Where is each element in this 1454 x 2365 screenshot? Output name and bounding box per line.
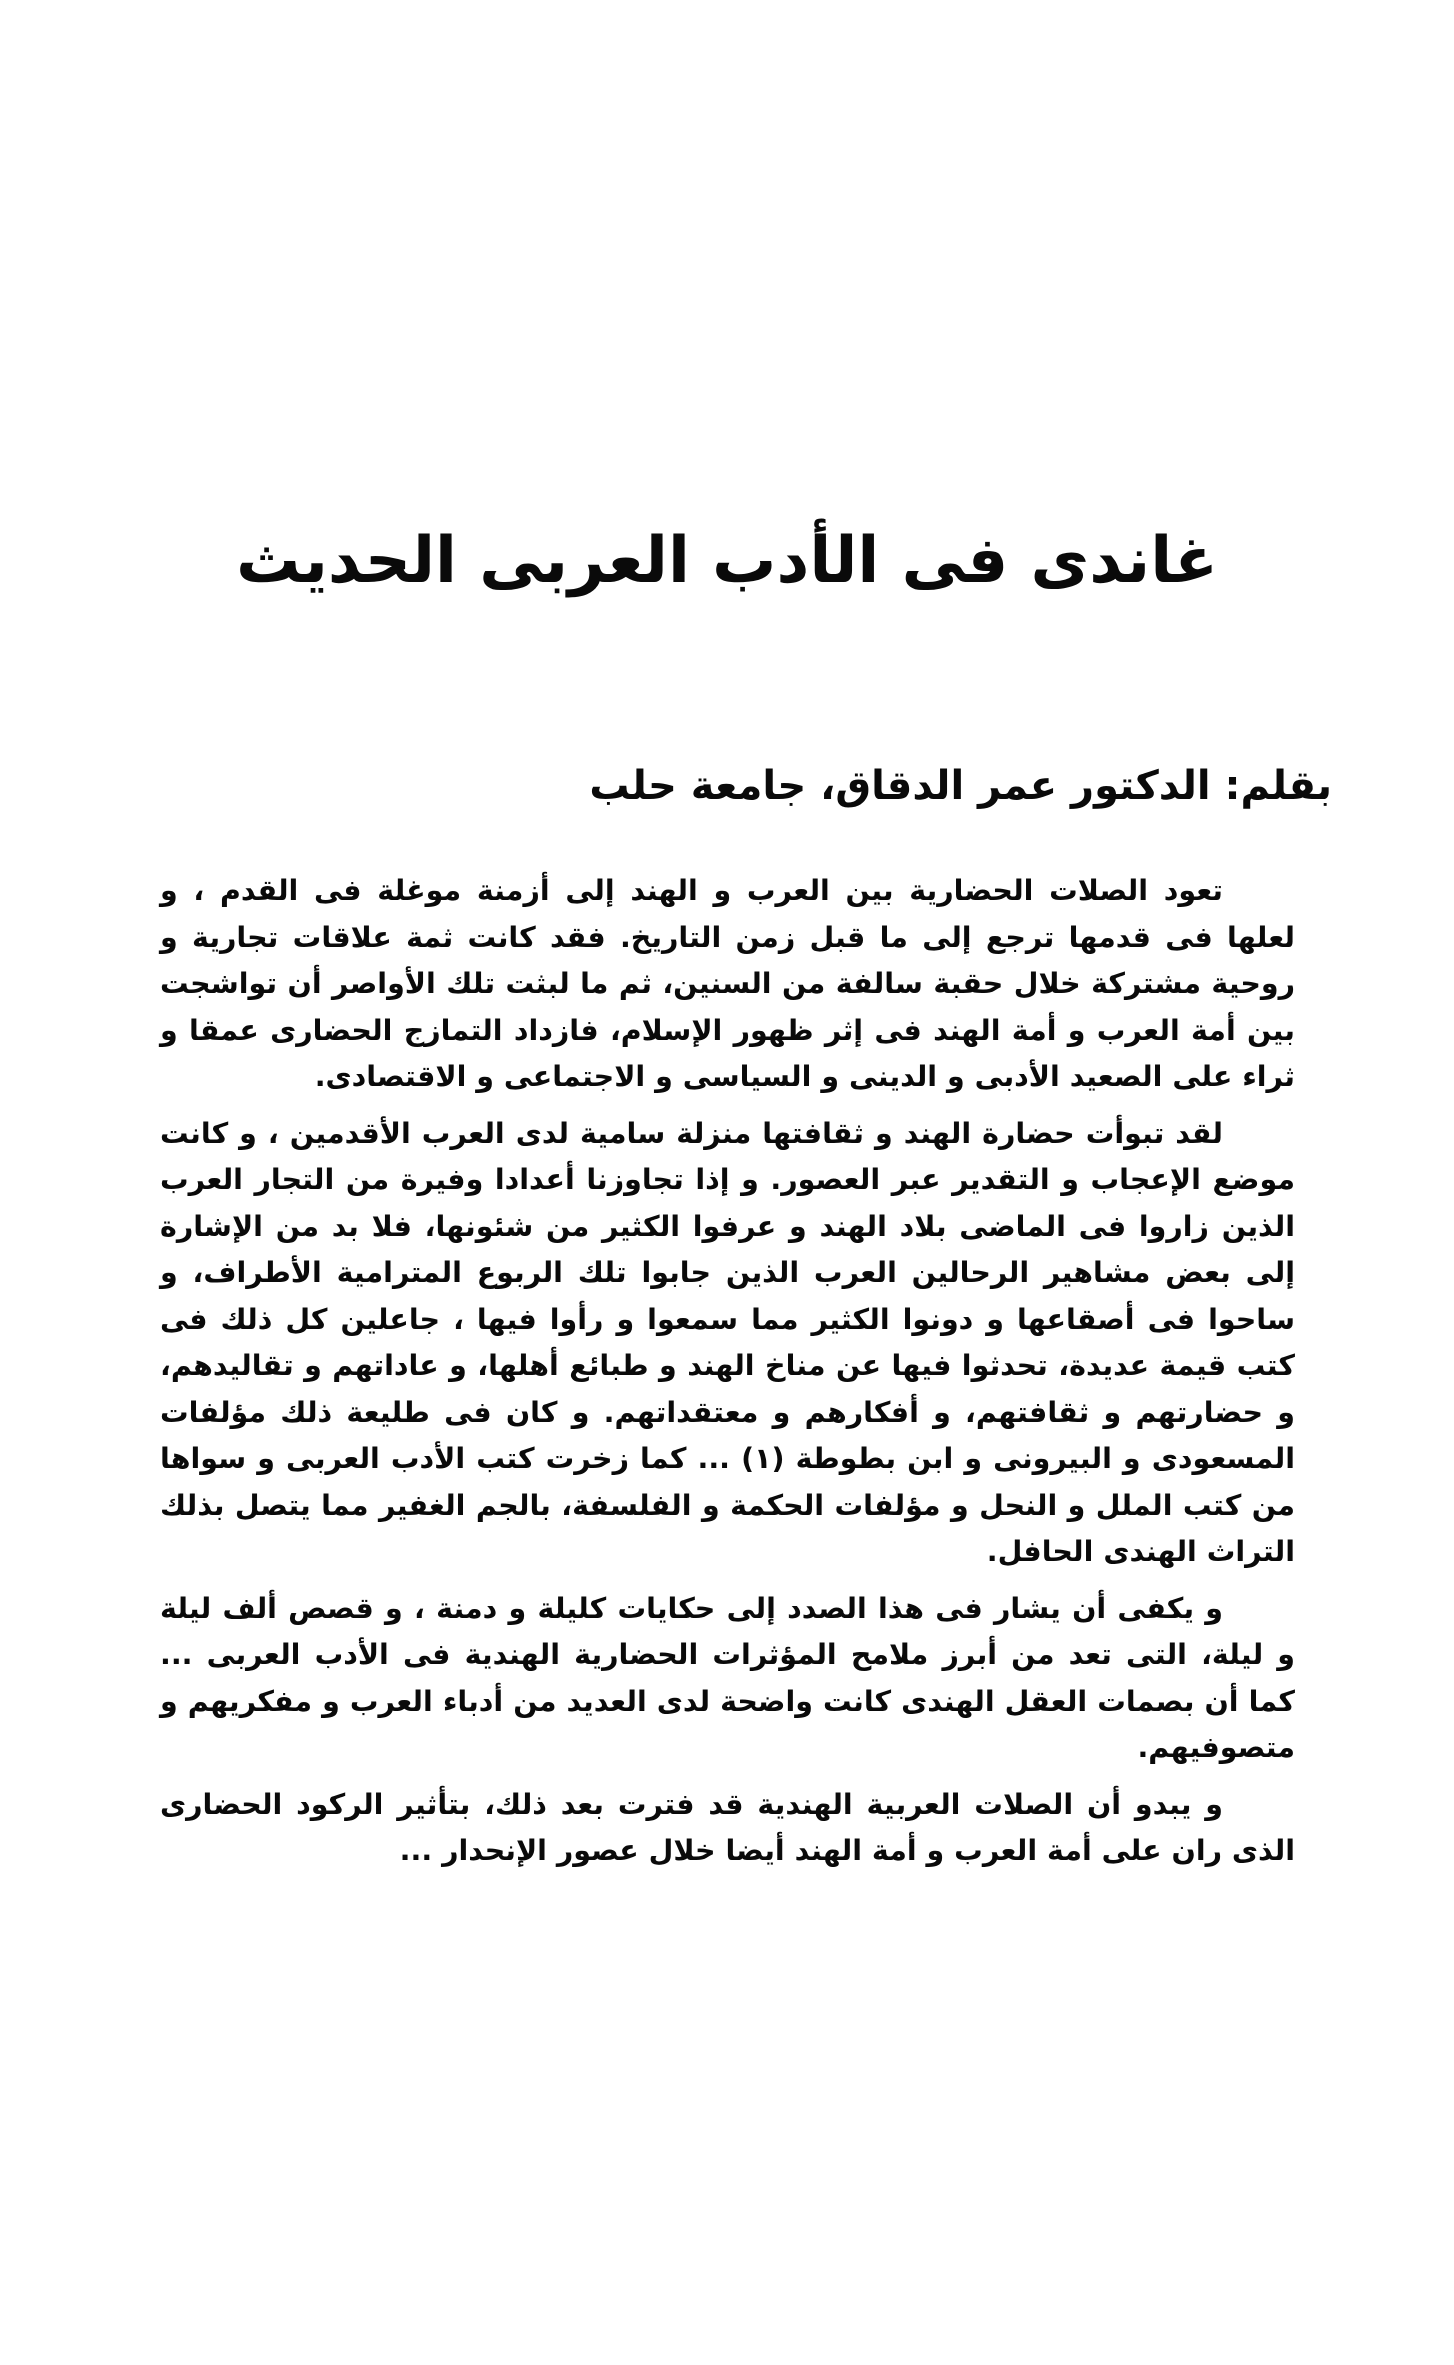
article-title: غاندى فى الأدب العربى الحديث (236, 524, 1218, 598)
paragraph-2: لقد تبوأت حضارة الهند و ثقافتها منزلة سامية لدى العرب الأقدمين ، و كانت موضع الإعجاب و التقدير عبر العصور. و إذا تجاوزنا أعدادا وفيرة من التجار العرب الذين زاروا فى الماضى بلاد الهند و عرفوا الكثير من شئونها، فلا بد من الإشارة إلى بعض مشاهير الرحالين العرب الذين جابوا تلك الربوع المترامية الأطراف، و ساحوا فى أصقاعها و دونوا الكثير مما سمعوا و رأوا فيها ، جاعلين كل ذلك فى كتب قيمة عديدة، تحدثوا فيها عن مناخ الهند و طبائع أهلها، و عاداتهم و تقاليدهم، و حضارتهم و ثقافتهم، و أفكارهم و معتقداتهم. و كان فى طليعة ذلك مؤلفات المسعودى و البيرونى و ابن بطوطة (١) ... كما زخرت كتب الأدب العربى و سواها من كتب الملل و النحل و مؤلفات الحكمة و الفلسفة، بالجم الغفير مما يتصل بذلك التراث الهندى الحافل. (160, 1116, 1295, 1568)
paragraph-1: تعود الصلات الحضارية بين العرب و الهند إلى أزمنة موغلة فى القدم ، و لعلها فى قدمها ترجع إلى ما قبل زمن التاريخ. فقد كانت ثمة علاقات تجارية و روحية مشتركة خلال حقبة سالفة من السنين، ثم ما لبثت تلك الأواصر أن تواشجت بين أمة العرب و أمة الهند فى إثر ظهور الإسلام، فازداد التمازج الحضارى عمقا و ثراء على الصعيد الأدبى و الدينى و السياسى و الاجتماعى و الاقتصادى. (160, 874, 1295, 1093)
author-byline: بقلم: الدكتور عمر الدقاق، جامعة حلب (589, 763, 1332, 809)
paragraph-4: و يبدو أن الصلات العربية الهندية قد فترت بعد ذلك، بتأثير الركود الحضارى الذى ران على أمة العرب و أمة الهند أيضا خلال عصور الإنحدار ... (160, 1787, 1295, 1867)
paragraph-3: و يكفى أن يشار فى هذا الصدد إلى حكايات كليلة و دمنة ، و قصص ألف ليلة و ليلة، التى تعد من أبرز ملامح المؤثرات الحضارية الهندية فى الأدب العربى ... كما أن بصمات العقل الهندى كانت واضحة لدى العديد من أدباء العرب و مفكريهم و متصوفيهم. (160, 1591, 1295, 1764)
article-body (160, 868, 1295, 1885)
